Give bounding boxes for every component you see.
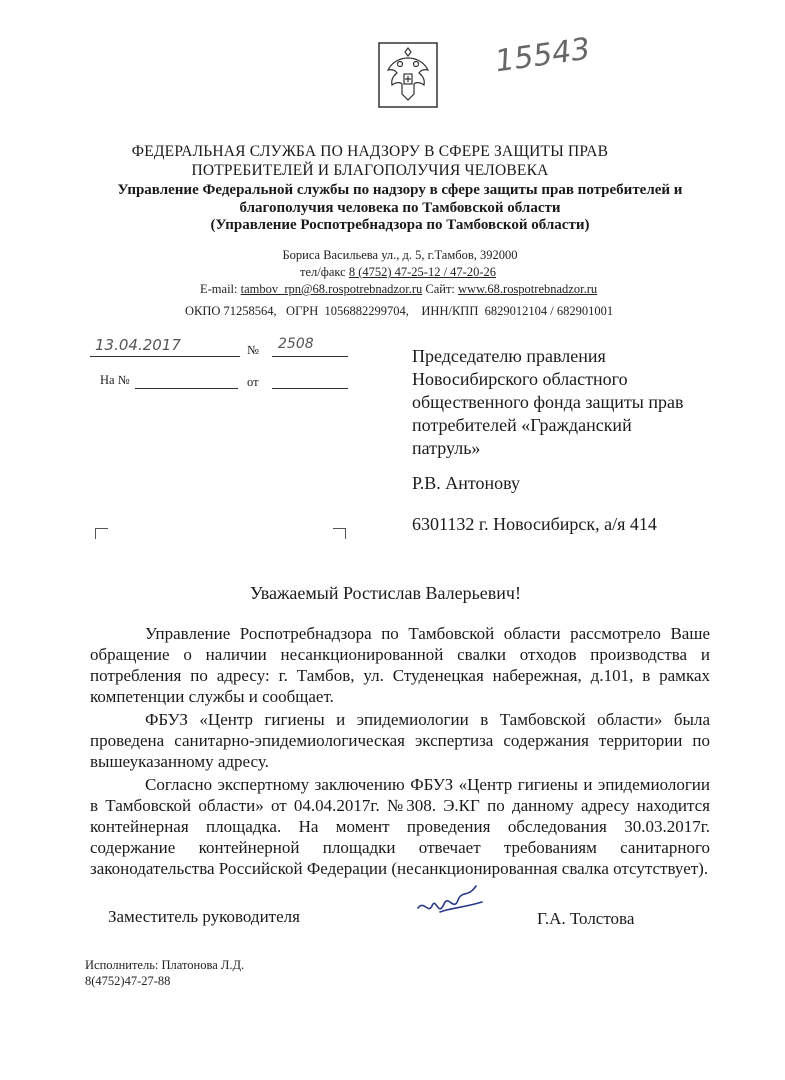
corner-mark-left: [95, 528, 108, 539]
email-link[interactable]: tambov_rpn@68.rospotrebnadzor.ru: [240, 282, 423, 296]
recipient-name: Р.В. Антонову: [412, 473, 521, 493]
recipient-line: патруль»: [412, 438, 481, 458]
agency-address: Бориса Васильева ул., д. 5, г.Тамбов, 392000: [282, 248, 518, 262]
recipient-line: Председателю правления: [412, 346, 606, 366]
reference-from-label: от: [247, 375, 259, 389]
recipient-address: 6301132 г. Новосибирск, а/я 414: [412, 514, 657, 534]
department-title-line2: благополучия человека по Тамбовской области: [239, 200, 561, 216]
reference-number-label: На №: [100, 373, 130, 387]
letter-body: [90, 623, 710, 881]
reference-number-line: [135, 388, 238, 389]
registration-number-label: №: [247, 343, 259, 357]
phone-line: [300, 264, 600, 281]
email-line: [200, 281, 620, 298]
registration-number-line: [272, 356, 348, 357]
agency-title-line1: ФЕДЕРАЛЬНАЯ СЛУЖБА ПО НАДЗОРУ В СФЕРЕ ЗАЩИТЫ ПРАВ: [131, 143, 609, 160]
registration-number: 2508: [278, 336, 314, 352]
registration-date-line: [90, 356, 240, 357]
recipient-line: Новосибирского областного: [412, 369, 628, 389]
phone-label: тел/факс: [300, 265, 346, 279]
executor-phone: 8(4752)47-27-88: [85, 974, 171, 988]
department-title-line3: (Управление Роспотребнадзора по Тамбовской области): [210, 217, 590, 233]
phone-value: 8 (4752) 47-25-12 / 47-20-26: [348, 265, 497, 279]
body-paragraph: Согласно экспертному заключению ФБУЗ «Центр гигиены и эпидемиологии в Тамбовской области» от 04.04.2017г. №308. Э.КГ по данному адресу находится контейнерная площадка. На момент проведения обследования 30.03.2017г. содержание контейнерной площадки отвечает требованиям санитарного законодательства Российской Федерации (несанкционированная свалка отсутствует).: [90, 775, 710, 878]
recipient-line: общественного фонда защиты прав: [412, 392, 684, 412]
body-paragraph: Управление Роспотребнадзора по Тамбовской области рассмотрело Ваше обращение о наличии несанкционированной свалки отходов производства и потребления по адресу: г. Тамбов, ул. Студенецкая набережная, д.101, в рамках компетенции службы и сообщает.: [90, 624, 710, 706]
handwritten-signature: [410, 878, 490, 928]
email-label: E-mail:: [200, 282, 238, 296]
body-paragraph: ФБУЗ «Центр гигиены и эпидемиологии в Тамбовской области» была проведена санитарно-эпидемиологическая экспертиза содержания территории по вышеуказанному адресу.: [90, 710, 710, 771]
site-link[interactable]: www.68.rospotrebnadzor.ru: [458, 282, 598, 296]
registration-date: 13.04.2017: [95, 336, 181, 354]
coat-of-arms-emblem: [378, 42, 438, 108]
handwritten-incoming-number: 15543: [493, 31, 593, 80]
recipient-block: [412, 345, 712, 460]
recipient-line: потребителей «Гражданский: [412, 415, 632, 435]
registry-codes: ОКПО 71258564, ОГРН 1056882299704, ИНН/КПП 6829012104 / 682901001: [185, 304, 614, 318]
site-label: Сайт:: [425, 282, 455, 296]
signer-position: Заместитель руководителя: [108, 907, 300, 926]
department-title-line1: Управление Федеральной службы по надзору в сфере защиты прав потребителей и: [117, 182, 683, 198]
executor-name: Исполнитель: Платонова Л.Д.: [85, 958, 245, 972]
signer-name: Г.А. Толстова: [537, 909, 635, 928]
reference-from-line: [272, 388, 348, 389]
salutation: Уважаемый Ростислав Валерьевич!: [250, 583, 521, 603]
corner-mark-right: [333, 528, 346, 539]
agency-title-line2: ПОТРЕБИТЕЛЕЙ И БЛАГОПОЛУЧИЯ ЧЕЛОВЕКА: [191, 162, 549, 179]
